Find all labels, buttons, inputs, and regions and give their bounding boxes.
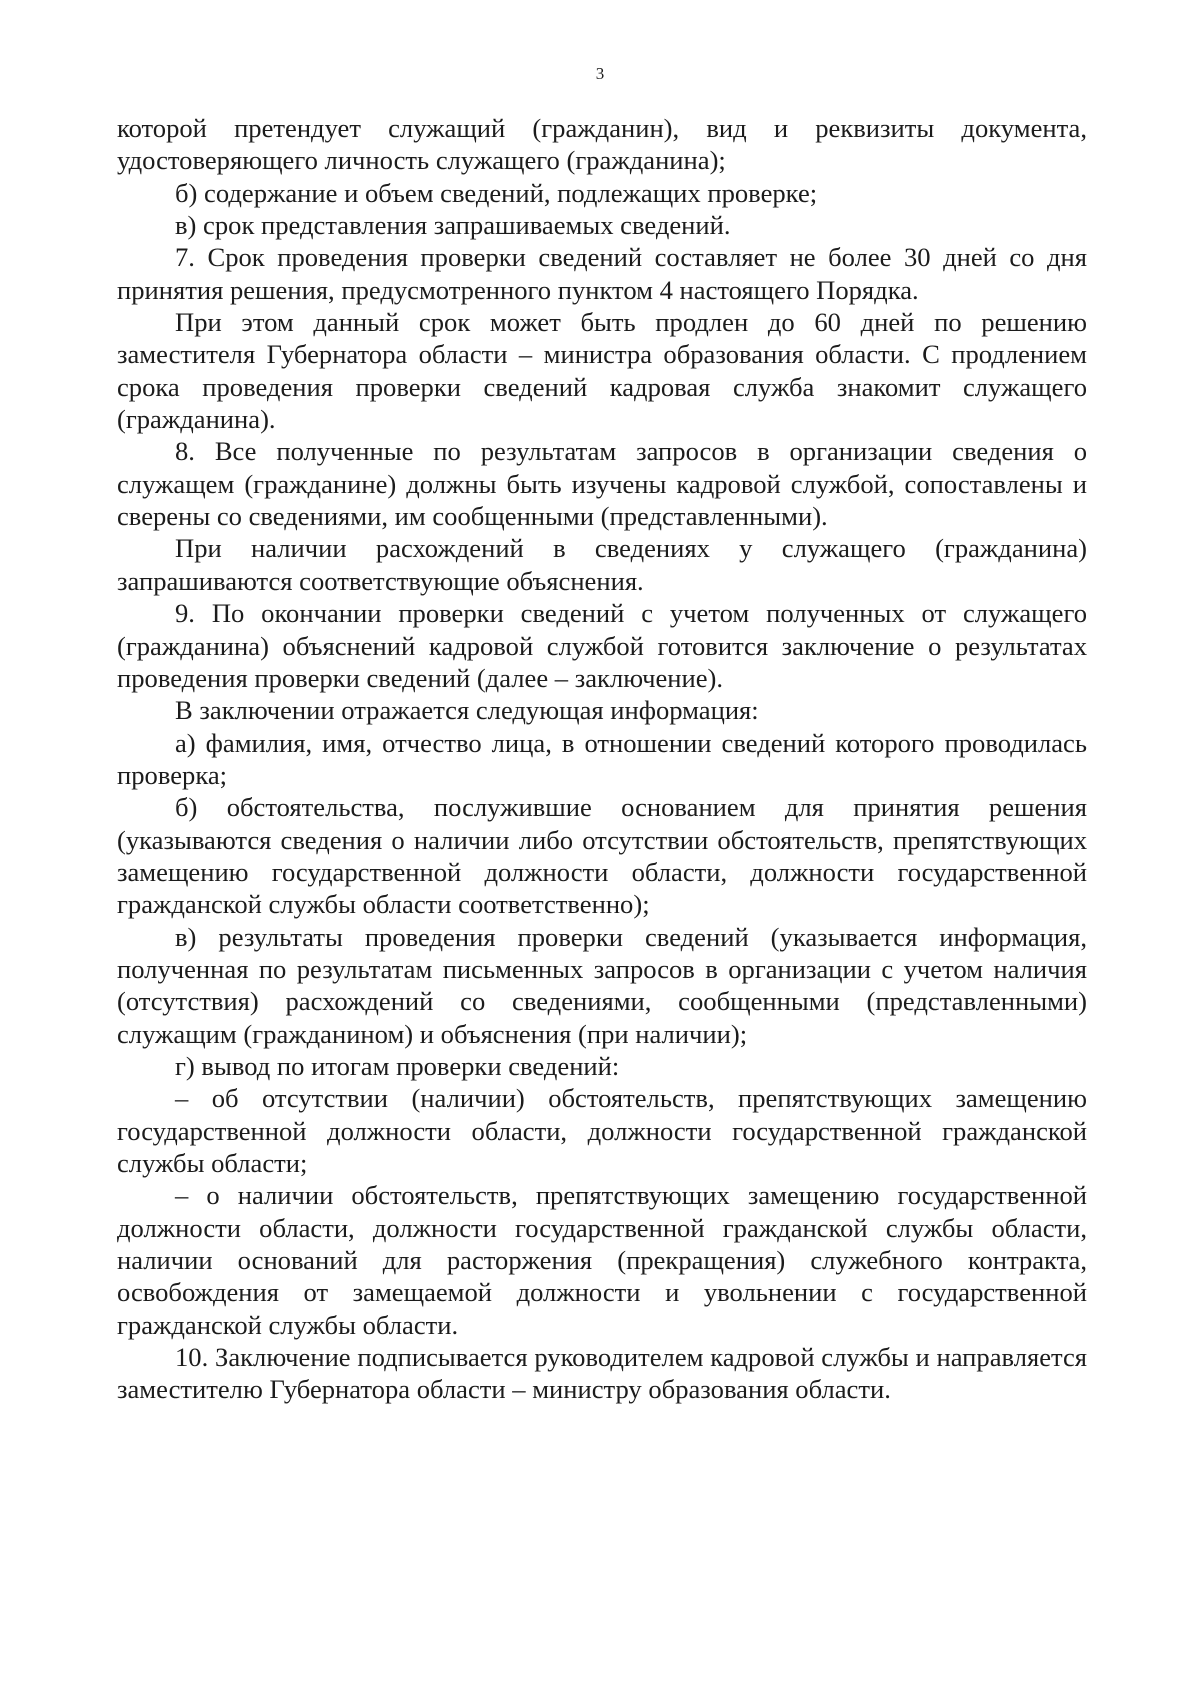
paragraph-item-b: б) содержание и объем сведений, подлежащих проверке; (175, 177, 818, 208)
paragraph-conclusion-v: в) результаты проведения проверки сведений (указывается информация, полученная по результатам письменных запросов в организации с учетом наличия (отсутствия) расхождений со сведениями, сообщенными (представленными) служащим (гражданином) и объяснения (при наличии); (117, 921, 1087, 1049)
paragraph-conclusion-a: а) фамилия, имя, отчество лица, в отношении сведений которого проводилась проверка; (117, 727, 1087, 790)
paragraph-conclusion-intro: В заключении отражается следующая информация: (175, 695, 759, 726)
paragraph-conclusion-g: г) вывод по итогам проверки сведений: (175, 1050, 620, 1081)
paragraph-clause-9: 9. По окончании проверки сведений с учетом полученных от служащего (гражданина) объяснений кадровой службой готовится заключение о результатах проведения проверки сведений (далее – заключение). (117, 598, 1087, 693)
document-body (117, 112, 1087, 1406)
paragraph-finding-absence: – об отсутствии (наличии) обстоятельств, препятствующих замещению государственной должности области, должности государственной гражданской службы области; (117, 1083, 1087, 1178)
paragraph-continuation: которой претендует служащий (гражданин), вид и реквизиты документа, удостоверяющего личность служащего (гражданина); (117, 113, 1087, 176)
paragraph-clause-8: 8. Все полученные по результатам запросов в организации сведения о служащем (гражданине) должны быть изучены кадровой службой, сопоставлены и сверены со сведениями, им сообщенными (представленными). (117, 436, 1087, 532)
paragraph-clause-8-discrepancies: При наличии расхождений в сведениях у служащего (гражданина) запрашиваются соответствующие объяснения. (117, 533, 1087, 596)
paragraph-clause-7-extension: При этом данный срок может быть продлен до 60 дней по решению заместителя Губернатора области – министра образования области. С продлением срока проведения проверки сведений кадровая служба знакомит служащего (гражданина). (117, 307, 1087, 435)
paragraph-conclusion-b: б) обстоятельства, послужившие основанием для принятия решения (указываются сведения о наличии либо отсутствии обстоятельств, препятствующих замещению государственной должности области, должности государственной гражданской службы области соответственно); (117, 792, 1087, 920)
paragraph-item-v: в) срок представления запрашиваемых сведений. (175, 210, 731, 241)
paragraph-finding-presence: – о наличии обстоятельств, препятствующих замещению государственной должности области, должности государственной гражданской службы области, наличии оснований для расторжения (прекращения) служебного контракта, освобождения от замещаемой должности и увольнении с государственной гражданской службы области. (117, 1180, 1087, 1340)
paragraph-clause-7: 7. Срок проведения проверки сведений составляет не более 30 дней со дня принятия решения, предусмотренного пунктом 4 настоящего Порядка. (117, 242, 1087, 305)
paragraph-clause-10: 10. Заключение подписывается руководителем кадровой службы и направляется заместителю Губернатора области – министру образования области. (117, 1342, 1087, 1405)
page-number: 3 (595, 64, 605, 83)
